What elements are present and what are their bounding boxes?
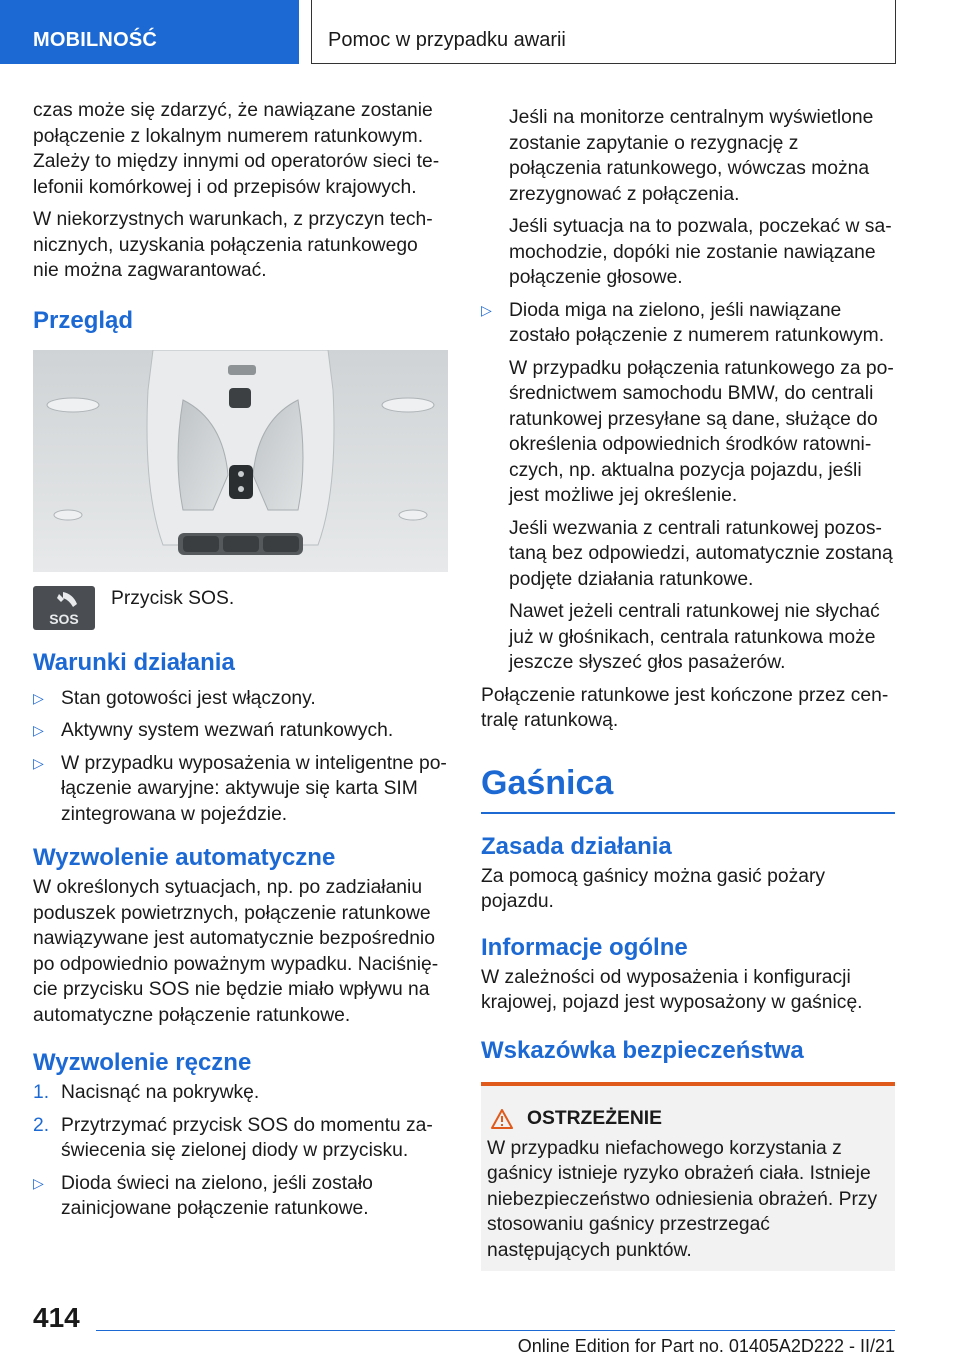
list-item: ▷ Aktywny system wezwań ratunkowych. <box>33 718 448 744</box>
heading-extinguisher: Gaśnica <box>481 762 895 814</box>
triangle-right-icon: ▷ <box>33 689 44 706</box>
roof-console-image <box>33 350 448 572</box>
paragraph: W określonych sytuacjach, np. po zadziałaniu poduszek powietrznych, połączenie ratunkowe nawiązywane jest automatycznie bezpośrednio po odpowiednio poważnym wypadku. Naciśnięcie przycisku SOS nie będzie miało wpływu na automatyczne połączenie ratunkowe. <box>33 877 439 1026</box>
triangle-right-icon: ▷ <box>481 301 492 318</box>
right-column <box>481 105 895 1271</box>
paragraph: W zależności od wyposażenia i konfiguracji krajowej, pojazd jest wyposażony w gaśnicę. <box>481 966 863 1013</box>
heading-manual-trigger: Wyzwolenie ręczne <box>33 1049 252 1076</box>
list-item: ▷ Dioda świeci na zielono, jeśli zostało zainicjowane połączenie ratunkowe. <box>33 1172 373 1219</box>
step-item: 2. Przytrzymać przycisk SOS do momentu zaświecenia się zielonej diody w przycisku. <box>33 1114 433 1161</box>
paragraph: czas może się zdarzyć, że nawiązane zostanie połączenie z lokalnym numerem ratunkowym. Zależy to między innymi od operatorów sieci telefonii komórkowej i od przepisów krajowych. <box>33 100 440 198</box>
paragraph: W niekorzystnych warunkach, z przyczyn technicznych, uzyskania połączenia ratunkowego nie można zagwarantować. <box>33 209 433 281</box>
heading-overview: Przegląd <box>33 306 134 334</box>
edition-note: Online Edition for Part no. 01405A2D222 - II/21 <box>517 1336 895 1356</box>
heading-auto-trigger: Wyzwolenie automatyczne <box>33 844 336 871</box>
warning-label: OSTRZEŻENIE <box>527 1107 662 1129</box>
paragraph: Połączenie ratunkowe jest kończone przez centralę ratunkową. <box>481 684 889 731</box>
section-tab: MOBILNOŚĆ <box>0 0 299 64</box>
list-item: ▷ Dioda miga na zielono, jeśli nawiązane zostało połączenie z numerem ratunkowym. <box>481 299 885 346</box>
sos-caption: Przycisk SOS. <box>111 587 235 609</box>
paragraph: Jeśli sytuacja na to pozwala, poczekać w samochodzie, dopóki nie zostanie nawiązane połączenie głosowe. <box>509 216 892 288</box>
sos-caption-row <box>33 586 448 630</box>
paragraph: Nawet jeżeli centrali ratunkowej nie słychać już w głośnikach, centrala ratunkowa może jeszcze słyszeć głos pasażerów. <box>509 601 880 673</box>
triangle-right-icon: ▷ <box>33 722 44 738</box>
warning-header <box>491 1108 881 1130</box>
heading-general-info: Informacje ogólne <box>481 933 688 961</box>
paragraph: Za pomocą gaśnicy można gasić pożary pojazdu. <box>481 865 826 912</box>
paragraph: Jeśli wezwania z centrali ratunkowej pozostaną bez odpowiedzi, automatycznie zostaną podjęte działania ratunkowe. <box>509 517 893 590</box>
heading-principle: Zasada działania <box>481 832 672 860</box>
heading-safety-note: Wskazówka bezpieczeństwa <box>481 1036 804 1064</box>
left-column <box>33 98 448 1229</box>
heading-conditions: Warunki działania <box>33 648 235 676</box>
step-item: 1. Nacisnąć na pokrywkę. <box>33 1082 260 1103</box>
paragraph: Jeśli na monitorze centralnym wyświetlone zostanie zapytanie o rezygnację z połączenia ratunkowego, wówczas można zrezygnować z połączenia. <box>509 107 874 205</box>
sos-phone-icon <box>33 586 95 630</box>
list-item: ▷ Stan gotowości jest włączony. <box>33 686 448 712</box>
chapter-title: Pomoc w przypadku awarii <box>311 0 896 64</box>
steps-list <box>33 1080 448 1222</box>
right-bullets <box>481 298 895 349</box>
footer-rule <box>96 1330 895 1331</box>
warning-text: W przypadku niefachowego korzystania z gaśnicy istnieje ryzyko obrażeń ciała. Istnieje niebezpieczeństwo odniesienia obrażeń. Przy stosowaniu gaśnicy przestrzegać następujących punktów. <box>487 1137 878 1261</box>
page-number: 414 <box>33 1302 80 1333</box>
triangle-right-icon: ▷ <box>33 754 44 771</box>
warning-box <box>481 1082 895 1272</box>
svg-text:SOS: SOS <box>49 610 79 627</box>
list-item: ▷ W przypadku wyposażenia w inteligentne połączenie awaryjne: aktywuje się karta SIM zintegrowana w pojeździe. <box>33 752 447 825</box>
conditions-list <box>33 686 448 828</box>
warning-triangle-icon <box>491 1109 513 1129</box>
paragraph: W przypadku połączenia ratunkowego za pośrednictwem samochodu BMW, do centrali ratunkowej przesyłane są dane, służące do określenia odpowiednich środków ratowniczych, np. aktualna pozycja pojazdu, jeśli jest możliwe jej określenie. <box>509 357 894 506</box>
triangle-right-icon: ▷ <box>33 1174 44 1191</box>
